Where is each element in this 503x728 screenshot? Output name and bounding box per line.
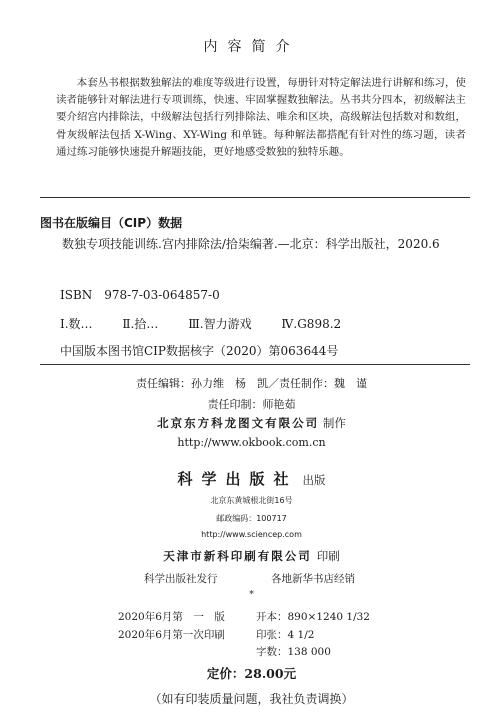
cip-record: 中国版本图书馆CIP数据核字（2020）第063644号 [60,344,339,358]
cip-class-4: Ⅳ.G898.2 [281,317,342,331]
cip-classifications [60,315,367,332]
edition-sheets: 印张：4 1/2 [256,629,315,641]
publisher-role: 出版 [302,473,326,487]
summary-body [56,75,466,161]
printer-line [0,545,503,564]
quality-notice: （如有印装质量问题，我社负责调换） [149,692,354,706]
printer-name: 天津市新科印刷有限公司 [163,549,312,563]
separator-asterisk: * [249,590,254,600]
section-divider [40,364,470,365]
section-divider [40,197,470,198]
credits-editors: 责任编辑：孙力维 杨 凯／责任制作：魏 谨 [136,377,367,390]
publisher-postcode: 邮政编码：100717 [216,514,287,523]
edition-first-printing: 2020年6月第一次印刷 [118,629,225,641]
cip-title: 图书在版编目（CIP）数据 [40,216,183,230]
producer-role: 制作 [322,416,346,430]
edition-format: 开本：890×1240 1/32 [256,611,370,623]
publisher-line [0,468,503,489]
edition-first: 2020年6月第 一 版 [118,611,225,623]
cip-bibliographic-text: 数独专项技能训练.宫内排除法/拾柒编著.—北京：科学出版社，2020.6 [62,237,440,251]
price: 定价：28.00元 [206,666,297,681]
cip-class-2: Ⅱ.拾… [122,317,159,331]
producer-url: http://www.okbook.com.cn [177,436,326,449]
printer-role: 印刷 [316,549,340,563]
sellers: 各地新华书店经销 [271,573,355,585]
producer-name: 北京东方科龙图文有限公司 [157,416,320,430]
distributor: 科学出版社发行 [144,573,218,585]
cip-bibliographic [60,234,470,255]
summary-paragraph: 本套丛书根据数独解法的难度等级进行设置，每册针对特定解法进行讲解和练习，使读者能够针对解法进行专项训练，快速、牢固掌握数独解法。丛书共分四本，初级解法主要介绍宫内排除法，中级解法包括行列排除法、唯余和区块，高级解法包括数对和数组，骨灰级解法包括 X-Wing、XY-Wing 和单链。每种解法都搭配有针对性的练习题，读者通过练习能够快速提升解题技能，更好地感受数独的独特乐趣。 [56,77,466,158]
publisher-address: 北京东黄城根北街16号 [210,496,293,505]
cip-isbn: ISBN 978-7-03-064857-0 [60,288,220,302]
edition-word-count: 字数：138 000 [256,646,331,658]
publisher-name: 科学出版社 [177,470,298,488]
cip-class-3: Ⅲ.智力游戏 [188,317,252,331]
publisher-url: http://www.sciencep.com [201,530,302,539]
summary-title: 内容简介 [203,39,300,55]
cip-class-1: Ⅰ.数… [60,317,93,331]
producer-line [0,415,503,431]
credits-print-supervisor: 责任印制：师艳茹 [207,398,296,411]
